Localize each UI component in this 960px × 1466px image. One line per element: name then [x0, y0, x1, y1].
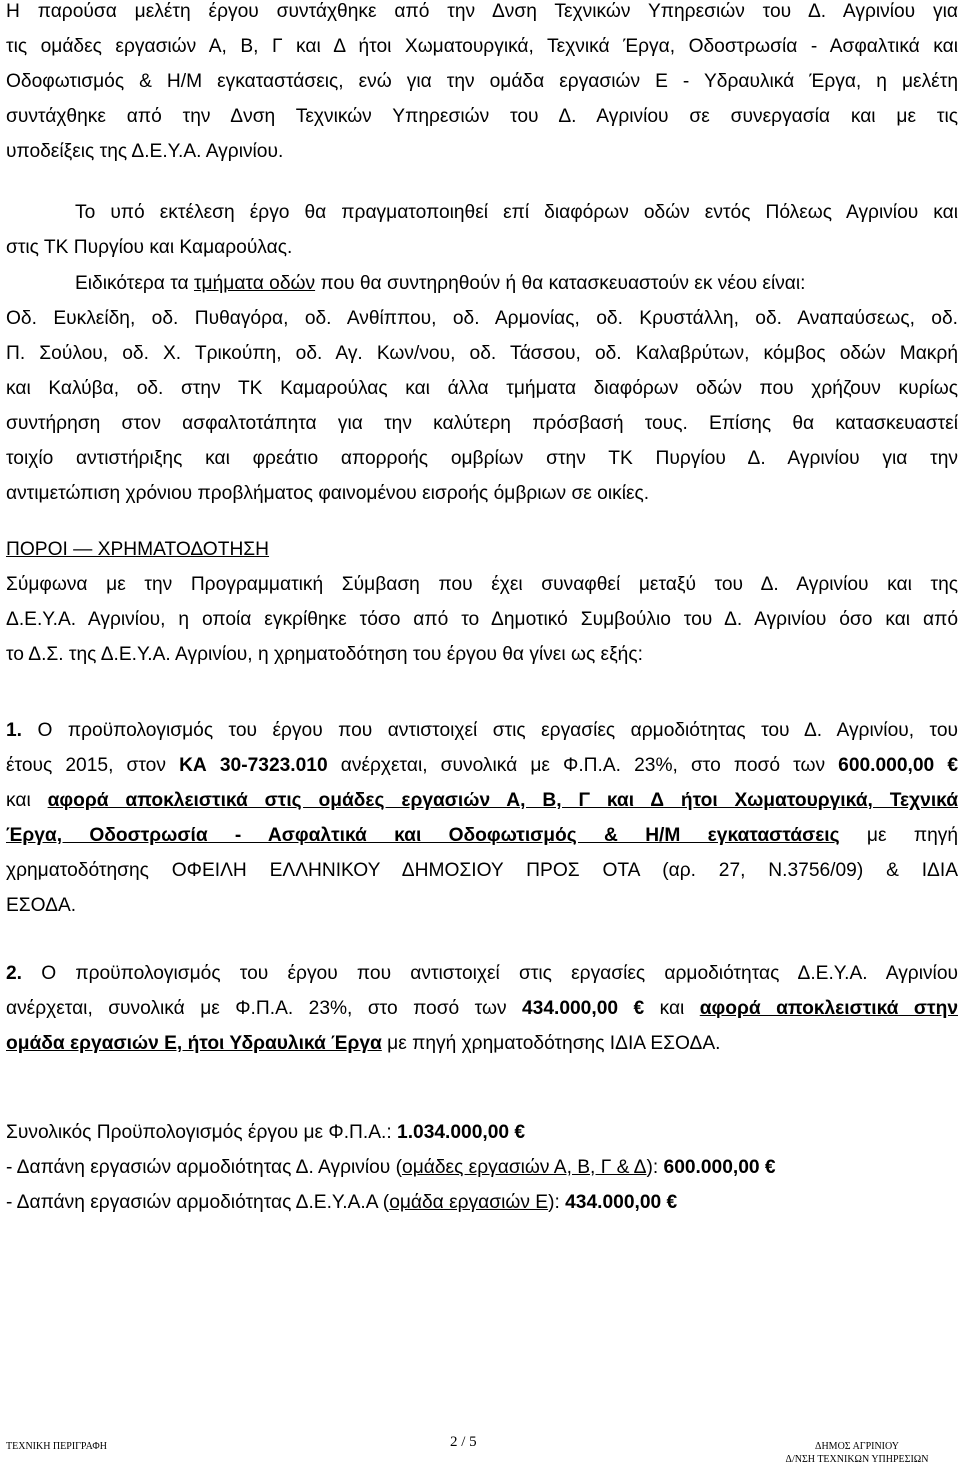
- euro-sign: €: [934, 755, 958, 776]
- expense-sep: ):: [646, 1157, 664, 1178]
- item-emphasis: αφορά αποκλειστικά στις ομάδες εργασιών Α, Β, Γ και Δ ήτοι Χωματουργικά, Τεχνικά: [47, 790, 959, 811]
- streets-underlined: τμήματα οδών: [193, 273, 316, 294]
- section-heading: [6, 532, 958, 567]
- text-line: [6, 783, 958, 818]
- text-line: συντήρηση στον ασφαλτοτάπητα για την καλύτερη πρόσβασή τους. Επίσης θα κατασκευαστεί: [6, 413, 958, 434]
- text-line: Η παρούσα μελέτη έργου συντάχθηκε από την Δνση Τεχνικών Υπηρεσιών του Δ. Αγρινίου για: [6, 1, 958, 22]
- funding-paragraph: [6, 567, 958, 672]
- text-line: Το υπό εκτέλεση έργο θα πραγματοποιηθεί επί διαφόρων οδών εντός Πόλεως Αγρινίου και: [75, 202, 958, 223]
- expense-label: - Δαπάνη εργασιών αρμοδιότητας Δ.Ε.Υ.Α.Α (: [6, 1192, 390, 1213]
- streets-paragraph: [6, 266, 958, 511]
- footer-page-number: 2 / 5: [450, 1434, 477, 1450]
- item-text: και: [6, 790, 48, 811]
- item-emphasis: ομάδα εργασιών Ε, ήτοι Υδραυλικά Έργα: [6, 1033, 382, 1054]
- text-line: [6, 991, 958, 1026]
- item-text: Ο προϋπολογισμός του έργου που αντιστοιχεί στις εργασίες αρμοδιότητας του Δ. Αγρινίου, του: [22, 720, 958, 741]
- funding-item-1: [6, 713, 958, 923]
- streets-suffix: που θα συντηρηθούν ή θα κατασκευαστούν εκ νέου είναι:: [315, 273, 806, 294]
- item-number: 2.: [6, 963, 23, 984]
- euro-sign: €: [618, 998, 645, 1019]
- item-text: ανέρχεται, συνολικά με Φ.Π.Α. 23%, στο ποσό των: [6, 998, 522, 1019]
- euro-sign: €: [509, 1122, 526, 1143]
- expense-groups: ομάδα εργασιών Ε: [389, 1192, 549, 1213]
- text-line: [6, 713, 958, 748]
- expense-amount: 434.000,00: [565, 1192, 662, 1213]
- funding-item-2: [6, 956, 958, 1061]
- item-text: έτους 2015, στον: [6, 755, 180, 776]
- expense-line-municipality: [6, 1150, 958, 1185]
- text-line: [6, 266, 958, 301]
- euro-sign: €: [759, 1157, 776, 1178]
- text-line: συντάχθηκε από την Δνση Τεχνικών Υπηρεσιών του Δ. Αγρινίου σε συνεργασία και με τις: [6, 106, 958, 127]
- text-line: το Δ.Σ. της Δ.Ε.Υ.Α. Αγρινίου, η χρηματοδότηση του έργου θα γίνει ως εξής:: [6, 644, 643, 665]
- text-line: υποδείξεις της Δ.Ε.Υ.Α. Αγρινίου.: [6, 141, 284, 162]
- text-line: τις ομάδες εργασιών Α, Β, Γ και Δ ήτοι Χωματουργικά, Τεχνικά Έργα, Οδοστρωσία - Ασφαλτικά και: [6, 36, 958, 57]
- totals-block: [6, 1115, 958, 1220]
- text-line: στις ΤΚ Πυργίου και Καμαρούλας.: [6, 237, 293, 258]
- text-line: [6, 1026, 958, 1061]
- item-emphasis: αφορά αποκλειστικά στην: [699, 998, 958, 1019]
- total-label: Συνολικός Προϋπολογισμός έργου με Φ.Π.Α.:: [6, 1122, 398, 1143]
- expense-sep: ):: [548, 1192, 566, 1213]
- expense-groups: ομάδες εργασιών Α, Β, Γ & Δ: [402, 1157, 647, 1178]
- footer-municipality: ΔΗΜΟΣ ΑΓΡΙΝΙΟΥ: [815, 1441, 899, 1452]
- text-line: Π. Σούλου, οδ. Χ. Τρικούπη, οδ. Αγ. Κων/νου, οδ. Τάσσου, οδ. Καλαβρύτων, κόμβος οδών Μακρή: [6, 343, 958, 364]
- text-line: [6, 956, 958, 991]
- text-line: [6, 748, 958, 783]
- item-text: με πηγή χρηματοδότησης ΙΔΙΑ ΕΣΟΔΑ.: [381, 1033, 721, 1054]
- text-line: και Καλύβα, οδ. στην ΤΚ Καμαρούλας και άλλα τμήματα διαφόρων οδών που χρήζουν κυρίως: [6, 378, 958, 399]
- text-line: αντιμετώπιση χρόνιου προβλήματος φαινομένου εισροής όμβριων σε οικίες.: [6, 483, 650, 504]
- text-line: Σύμφωνα με την Προγραμματική Σύμβαση που έχει συναφθεί μεταξύ του Δ. Αγρινίου και της: [6, 574, 958, 595]
- amount: 434.000,00: [522, 998, 619, 1019]
- intro-paragraph: [6, 0, 958, 169]
- item-text: Ο προϋπολογισμός του έργου που αντιστοιχεί στις εργασίες αρμοδιότητας Δ.Ε.Υ.Α. Αγρινίου: [22, 963, 958, 984]
- item-emphasis: Έργα, Οδοστρωσία - Ασφαλτικά και Οδοφωτισμός & Η/Μ εγκαταστάσεις: [6, 825, 840, 846]
- footer-department: Δ/ΝΣΗ ΤΕΧΝΙΚΩΝ ΥΠΗΡΕΣΙΩΝ: [785, 1454, 929, 1465]
- expense-line-deyaa: [6, 1185, 958, 1220]
- footer-right: [760, 1440, 954, 1466]
- text-line: Οδ. Ευκλείδη, οδ. Πυθαγόρα, οδ. Ανθίππου, οδ. Αρμονίας, οδ. Κρυστάλλη, οδ. Αναπαύσεως, οδ.: [6, 308, 958, 329]
- text-line: Δ.Ε.Υ.Α. Αγρινίου, η οποία εγκρίθηκε τόσο από το Δημοτικό Συμβούλιο του Δ. Αγρινίου όσο και από: [6, 609, 958, 630]
- total-line: [6, 1115, 958, 1150]
- text-line: τοιχίο αντιστήριξης και φρεάτιο απορροής ομβρίων στην ΤΚ Πυργίου Δ. Αγρινίου για την: [6, 448, 958, 469]
- text-line: [6, 818, 958, 853]
- scope-paragraph: [6, 195, 958, 265]
- expense-amount: 600.000,00: [663, 1157, 760, 1178]
- item-text: με πηγή: [839, 825, 959, 846]
- heading-text: ΠΟΡΟΙ — ΧΡΗΜΑΤΟΔΟΤΗΣΗ: [6, 539, 270, 560]
- item-number: 1.: [6, 720, 23, 741]
- item-text: ανέρχεται, συνολικά με Φ.Π.Α. 23%, στο ποσό των: [327, 755, 839, 776]
- text-line: ΕΣΟΔΑ.: [6, 895, 77, 916]
- budget-code: ΚΑ 30-7323.010: [179, 755, 328, 776]
- total-amount: 1.034.000,00: [397, 1122, 510, 1143]
- amount: 600.000,00: [838, 755, 935, 776]
- text-line: Οδοφωτισμός & Η/Μ εγκαταστάσεις, ενώ για την ομάδα εργασιών Ε - Υδραυλικά Έργα, η μελέτη: [6, 71, 958, 92]
- streets-prefix: Ειδικότερα τα: [75, 273, 194, 294]
- item-text: και: [644, 998, 700, 1019]
- footer-left: ΤΕΧΝΙΚΗ ΠΕΡΙΓΡΑΦΗ: [6, 1441, 107, 1452]
- expense-label: - Δαπάνη εργασιών αρμοδιότητας Δ. Αγρινίου (: [6, 1157, 403, 1178]
- euro-sign: €: [661, 1192, 678, 1213]
- text-line: χρηματοδότησης ΟΦΕΙΛΗ ΕΛΛΗΝΙΚΟΥ ΔΗΜΟΣΙΟΥ ΠΡΟΣ ΟΤΑ (αρ. 27, Ν.3756/09) & ΙΔΙΑ: [6, 860, 958, 881]
